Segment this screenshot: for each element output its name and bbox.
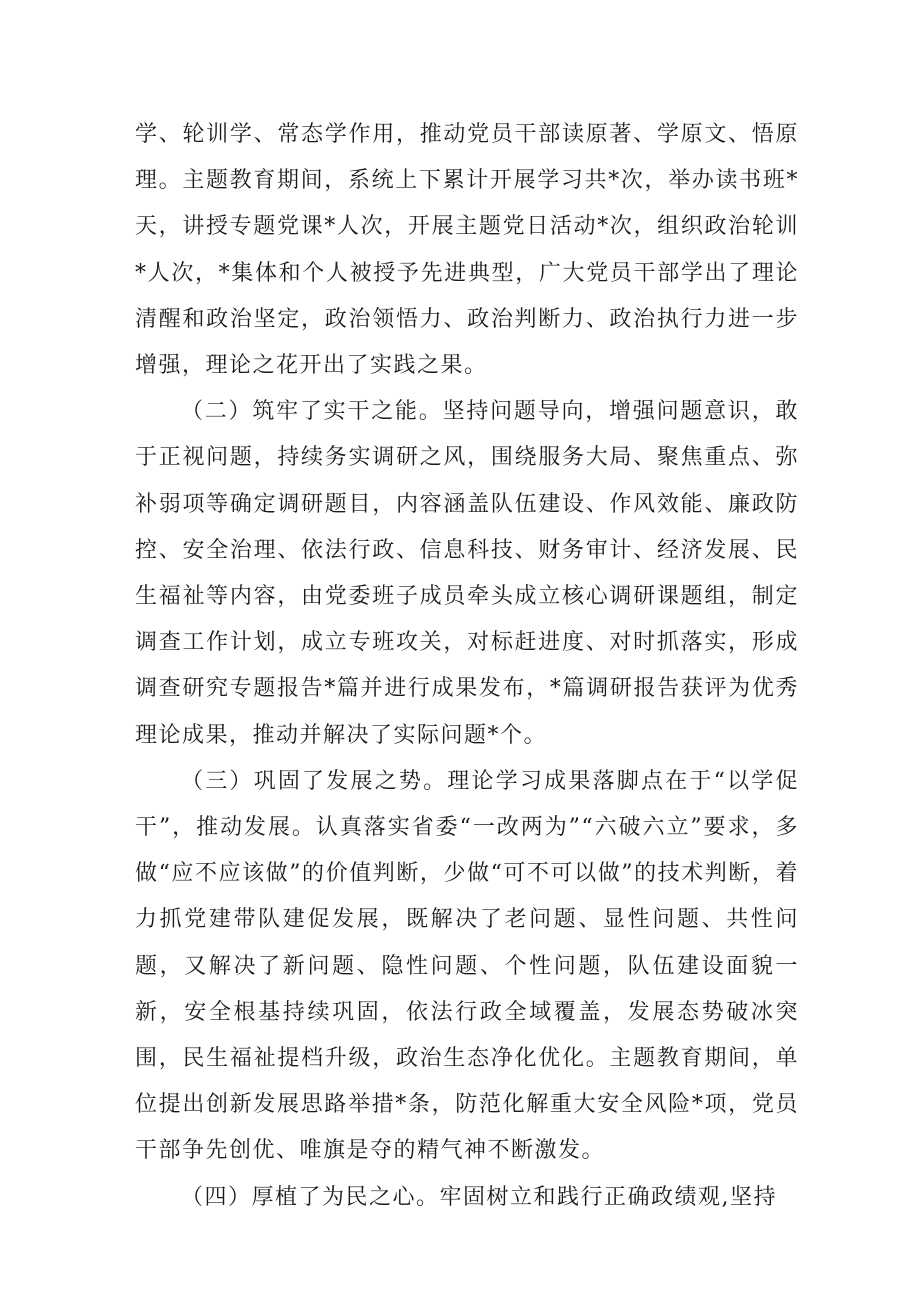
paragraph-development-momentum: （三）巩固了发展之势。理论学习成果落脚点在于“以学促干”，推动发展。认真落实省委“一改两为”“六破六立”要求，多做“应不应该做”的价值判断，少做“可不可以做”的技术判断，着力抓党建带队建促发展，既解决了老问题、显性问题、共性问题，又解决了新问题、隐性问题、个性问题，队伍建设面貌一新，安全根基持续巩固，依法行政全域覆盖，发展态势破冰突围，民生福祉提档升级，政治生态净化优化。主题教育期间，单位提出创新发展思路举措*条，防范化解重大安全风险*项，党员干部争先创优、唯旗是夺的精气神不断激发。: [135, 768, 799, 1164]
paragraph-study-results: 学、轮训学、常态学作用，推动党员干部读原著、学原文、悟原理。主题教育期间，系统上下累计开展学习共*次，举办读书班*天，讲授专题党课*人次，开展主题党日活动*次，组织政治轮训*人次，*集体和个人被授予先进典型，广大党员干部学出了理论清醒和政治坚定，政治领悟力、政治判断力、政治执行力进一步增强，理论之花开出了实践之果。: [135, 122, 799, 379]
document-body: [135, 112, 799, 1221]
paragraph-serving-people: （四）厚植了为民之心。牢固树立和践行正确政绩观,坚持: [181, 1184, 777, 1210]
paragraph-practical-ability: （二）筑牢了实干之能。坚持问题导向，增强问题意识，敢于正视问题，持续务实调研之风，围绕服务大局、聚焦重点、弥补弱项等确定调研题目，内容涵盖队伍建设、作风效能、廉政防控、安全治理、依法行政、信息科技、财务审计、经济发展、民生福祉等内容，由党委班子成员牵头成立核心调研课题组，制定调查工作计划，成立专班攻关，对标赶进度、对时抓落实，形成调查研究专题报告*篇并进行成果发布，*篇调研报告获评为优秀理论成果，推动并解决了实际问题*个。: [135, 399, 799, 748]
